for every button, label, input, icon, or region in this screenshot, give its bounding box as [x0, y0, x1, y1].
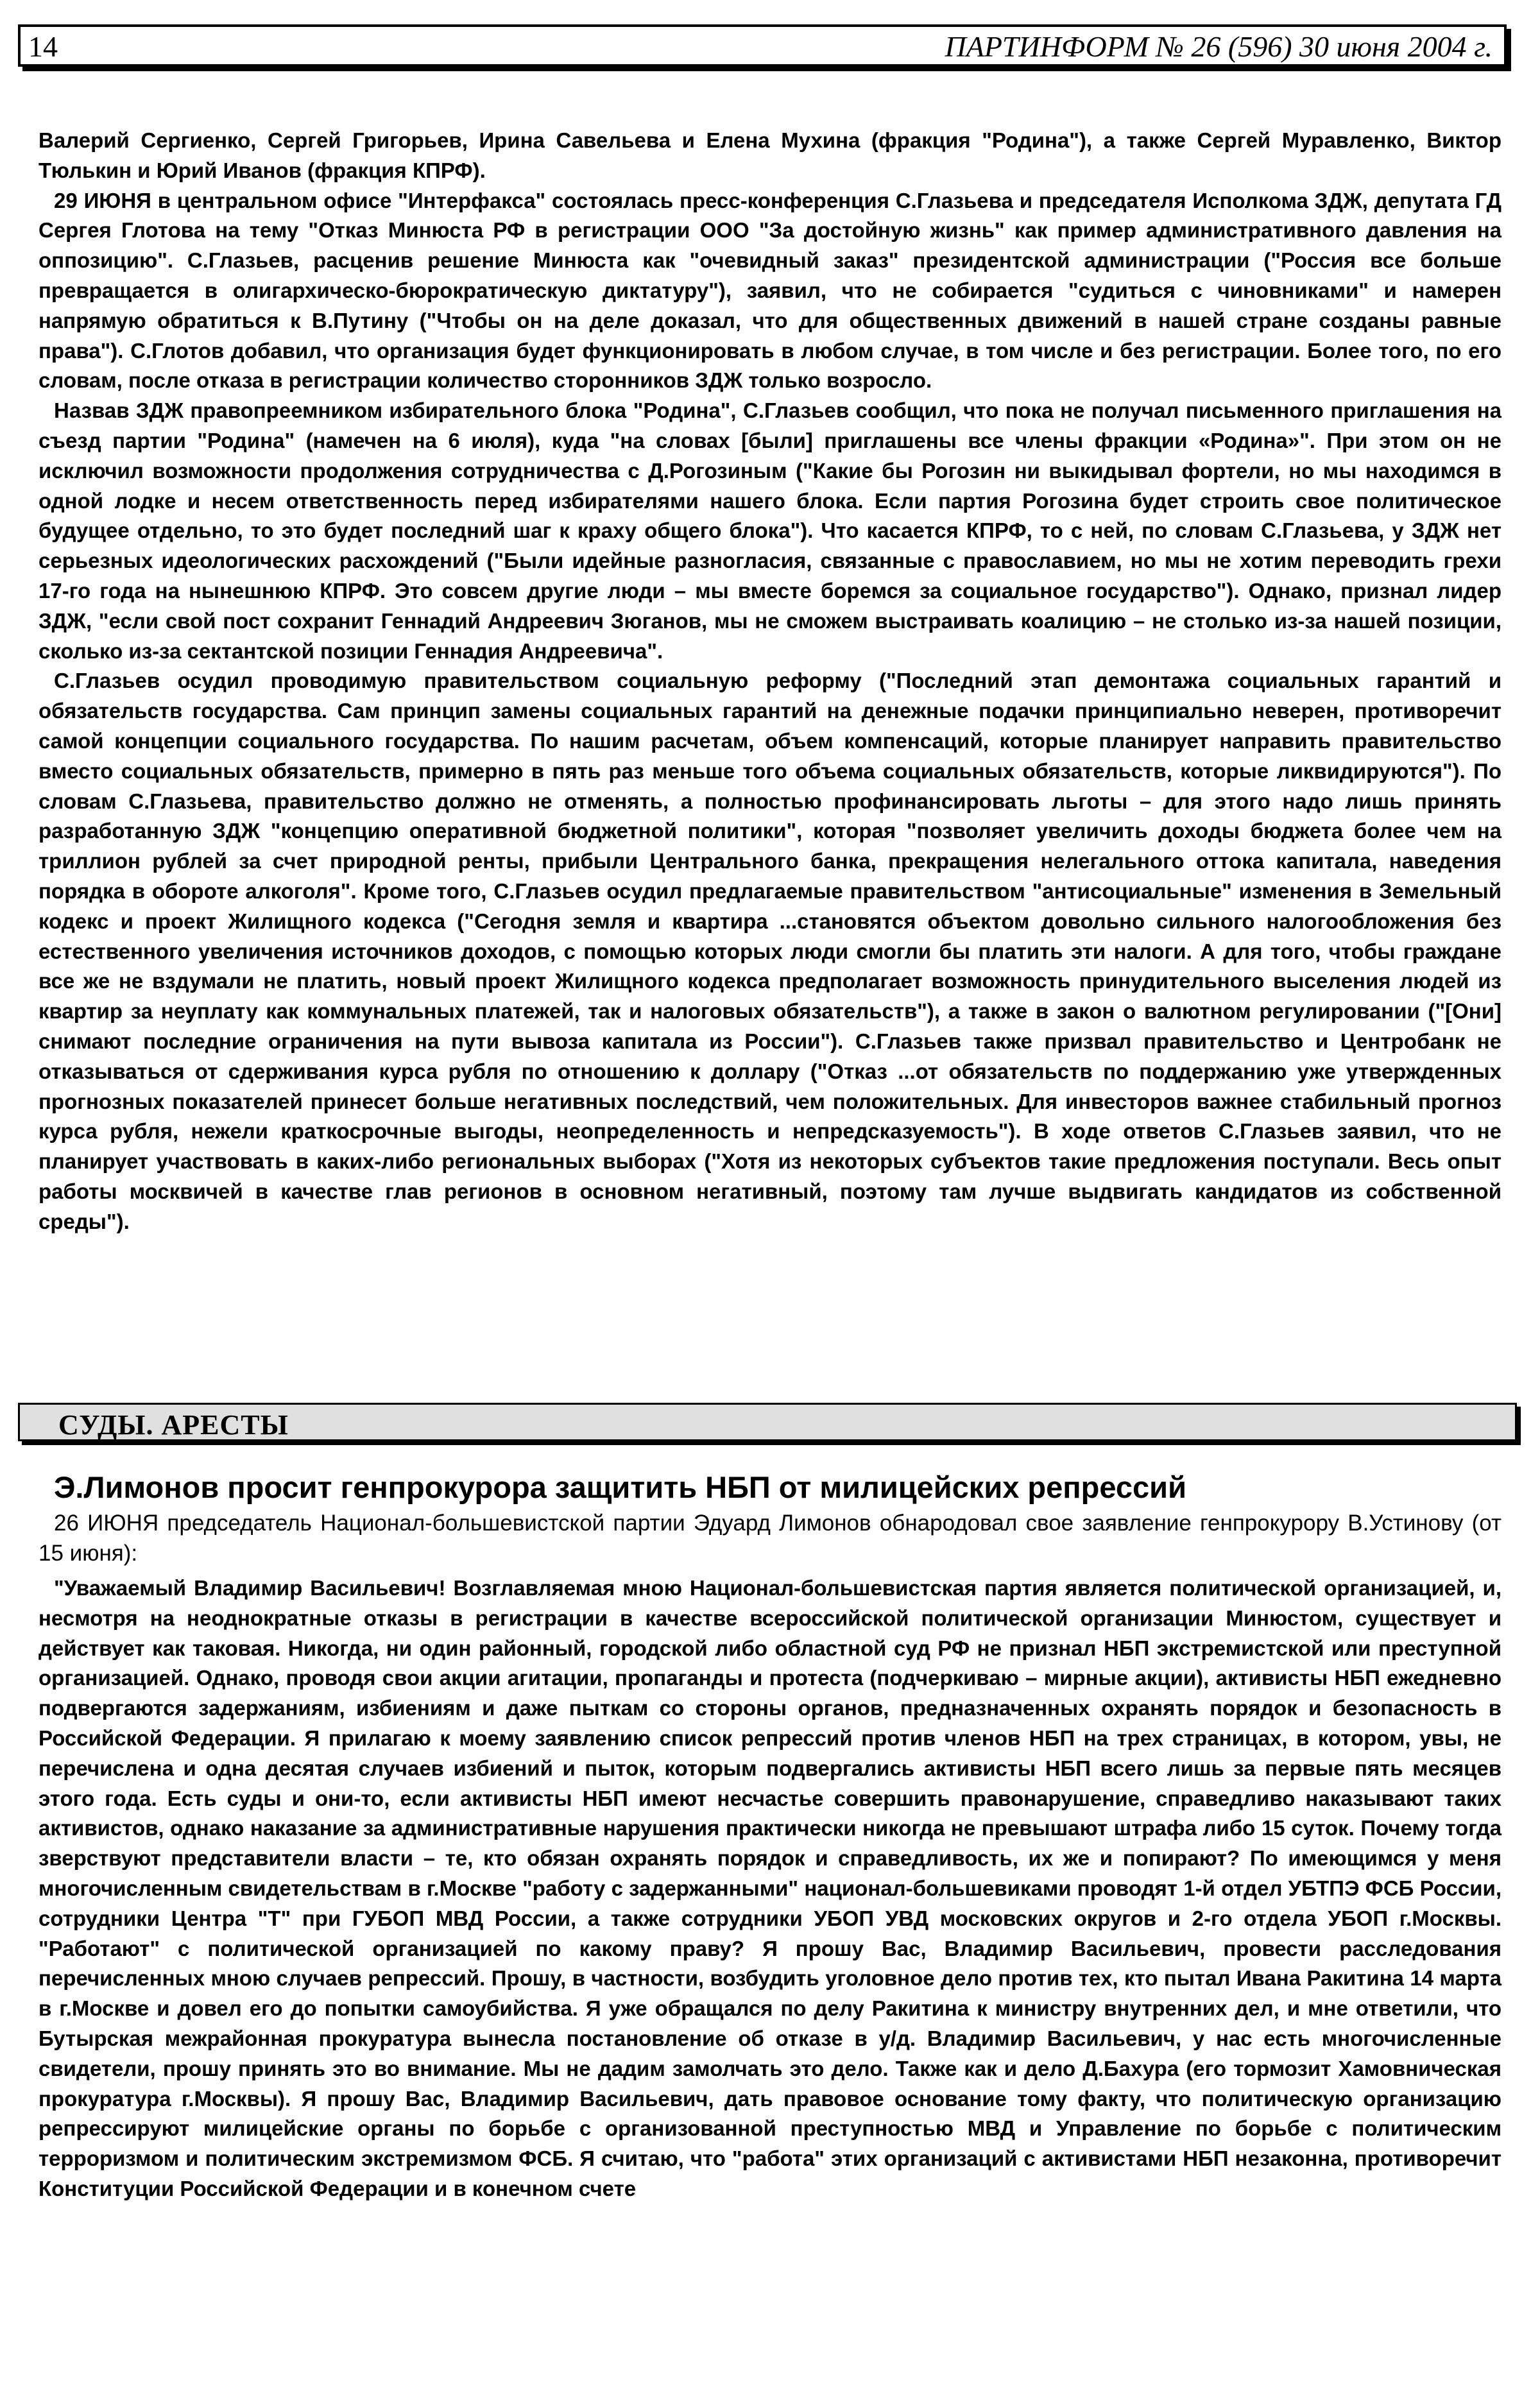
page-header: [18, 24, 1507, 67]
paragraph: Валерий Сергиенко, Сергей Григорьев, Ирина Савельева и Елена Мухина (фракция "Родина"), а также Сергей Муравленко, Виктор Тюлькин и Юрий Иванов (фракция КПРФ).: [38, 128, 1502, 182]
section-title: СУДЫ. АРЕСТЫ: [58, 1409, 289, 1441]
article-body: [38, 126, 1502, 1237]
page-number: 14: [28, 30, 58, 63]
issue-title: ПАРТИНФОРМ № 26 (596) 30 июня 2004 г.: [945, 30, 1493, 63]
paragraph: 29 ИЮНЯ в центральном офисе "Интерфакса" состоялась пресс-конференция С.Глазьева и председателя Исполкома ЗДЖ, депутата ГД Сергея Глотова на тему "Отказ Минюста РФ в регистрации ООО "За достойную жизнь" как пример административного давления на оппозицию". С.Глазьев, расценив решение Минюста как "очевидный заказ" президентской администрации ("Россия все больше превращается в олигархическо-бюрократическую диктатуру"), заявил, что не собирается "судиться с чиновниками" и намерен напрямую обратиться к В.Путину ("Чтобы он на деле доказал, что для общественных движений в нашей стране созданы равные права"). С.Глотов добавил, что организация будет функционировать в любом случае, в том числе и без регистрации. Более того, по его словам, после отказа в регистрации количество сторонников ЗДЖ только возросло.: [38, 188, 1502, 393]
quote-text: "Уважаемый Владимир Васильевич! Возглавляемая мною Национал-большевистская партия является политической организацией, и, несмотря на неоднократные отказы в регистрации в качестве всероссийской политической организации Минюстом, существует и действует как таковая. Никогда, ни один районный, городской либо областной суд РФ не признал НБП экстремистской или преступной организацией. Однако, проводя свои акции агитации, пропаганды и протеста (подчеркиваю – мирные акции), активисты НБП ежедневно подвергаются задержаниям, избиениям и даже пыткам со стороны органов, предназначенных охранять порядок и безопасность в Российской Федерации. Я прилагаю к моему заявлению список репрессий против членов НБП на трех страницах, в котором, увы, не перечислена и одна десятая случаев избиений и пыток, которым подвергались активисты НБП всего лишь за первые пять месяцев этого года. Есть суды и они-то, если активисты НБП имеют несчастье совершить правонарушение, справедливо наказывают таких активистов, однако наказание за административные нарушения практически никогда не превышают штрафа либо 15 суток. Почему тогда зверствуют представители власти – те, кто обязан охранять порядок и справедливость, их же и попирают? По имеющимся у меня многочисленным свидетельствам в г.Москве "работу с задержанными" национал-большевиками проводят 1-й отдел УБТПЭ ФСБ России, сотрудники Центра "Т" при ГУБОП МВД России, а также сотрудники УБОП УВД московских округов и 2-го отдела УБОП г.Москвы. "Работают" с политической организацией по какому праву? Я прошу Вас, Владимир Васильевич, провести расследования перечисленных мною случаев репрессий. Прошу, в частности, возбудить уголовное дело против тех, кто пытал Ивана Ракитина 14 марта в г.Москве и довел его до попытки самоубийства. Я уже обращался по делу Ракитина к министру внутренних дел, и мне ответили, что Бутырская межрайонная прокуратура вынесла постановление об отказе в у/д. Владимир Васильевич, у нас есть многочисленные свидетели, прошу принять это во внимание. Мы не дадим замолчать это дело. Также как и дело Д.Бахура (его тормозит Хамовническая прокуратура г.Москвы). Я прошу Вас, Владимир Васильевич, дать правовое основание тому факту, что политическую организацию репрессируют милицейские органы по борьбе с организованной преступностью МВД и Управление по борьбе с политическим терроризмом и политическим экстремизмом ФСБ. Я считаю, что "работа" этих организаций с активистами НБП незаконна, противоречит Конституции Российской Федерации и в конечном счете: [38, 1576, 1502, 2200]
article-headline: Э.Лимонов просит генпрокурора защитить НБП от милицейских репрессий: [54, 1470, 1186, 1504]
article-lead: [38, 1508, 1502, 1568]
paragraph: С.Глазьев осудил проводимую правительством социальную реформу ("Последний этап демонтажа социальных гарантий и обязательств государства. Сам принцип замены социальных гарантий на денежные подачки принципиально неверен, противоречит самой концепции социального государства. По нашим расчетам, объем компенсаций, которые планирует направить правительство вместо социальных обязательств, примерно в пять раз меньше того объема социальных обязательств, которые ликвидируются"). По словам С.Глазьева, правительство должно не отменять, а полностью профинансировать льготы – для этого надо лишь принять разработанную ЗДЖ "концепцию оперативной бюджетной политики", которая "позволяет увеличить доходы бюджета более чем на триллион рублей за счет природной ренты, прибыли Центрального банка, прекращения нелегального оттока капитала, наведения порядка в обороте алкоголя". Кроме того, С.Глазьев осудил предлагаемые правительством "антисоциальные" изменения в Земельный кодекс и проект Жилищного кодекса ("Сегодня земля и квартира ...становятся объектом довольно сильного налогообложения без естественного увеличения источников доходов, с помощью которых люди смогли бы платить эти налоги. А для того, чтобы граждане все же не вздумали не платить, новый проект Жилищного кодекса предполагает возможность принудительного выселения людей из квартир за неуплату как коммунальных платежей, так и налоговых обязательств"), а также в закон о валютном регулировании ("[Они] снимают последние ограничения на пути вывоза капитала из России"). С.Глазьев также призвал правительство и Центробанк не отказываться от сдерживания курса рубля по отношению к доллару ("Отказ ...от обязательств по поддержанию уже утвержденных прогнозных показателей принесет больше негативных последствий, чем положительных. Для инвесторов важнее стабильный прогноз курса рубля, нежели краткосрочные выгоды, неопределенность и непредсказуемость"). В ходе ответов С.Глазьев заявил, что не планирует участвовать в каких-либо региональных выборах ("Хотя из некоторых субъектов такие предложения поступали. Весь опыт работы москвичей в качестве глав регионов в основном негативный, поэтому там лучше выдвигать кандидатов из собственной среды").: [38, 669, 1502, 1233]
lead-text: 26 ИЮНЯ председатель Национал-большевистской партии Эдуард Лимонов обнародовал свое заявление генпрокурору В.Устинову (от 15 июня):: [38, 1511, 1502, 1566]
section-heading: [18, 1403, 1517, 1441]
paragraph: Назвав ЗДЖ правопреемником избирательного блока "Родина", С.Глазьев сообщил, что пока не получал письменного приглашения на съезд партии "Родина" (намечен на 6 июля), куда "на словах [были] приглашены все члены фракции «Родина»". При этом он не исключил возможности продолжения сотрудничества с Д.Рогозиным ("Какие бы Рогозин ни выкидывал фортели, но мы находимся в одной лодке и несем ответственность перед избирателями нашего блока. Если партия Рогозина будет строить свое политическое будущее отдельно, то это будет последний шаг к краху общего блока"). Что касается КПРФ, то с ней, по словам С.Глазьева, у ЗДЖ нет серьезных идеологических расхождений ("Были идейные разногласия, связанные с православием, но мы не хотим переводить грехи 17-го года на нынешнюю КПРФ. Это совсем другие люди – мы вместе боремся за социальное государство"). Однако, признал лидер ЗДЖ, "если свой пост сохранит Геннадий Андреевич Зюганов, мы не сможем выстраивать коалицию – не столько из-за нашей позиции, сколько из-за сектантской позиции Геннадия Андреевича".: [38, 398, 1502, 663]
article-quote: [38, 1573, 1502, 2204]
